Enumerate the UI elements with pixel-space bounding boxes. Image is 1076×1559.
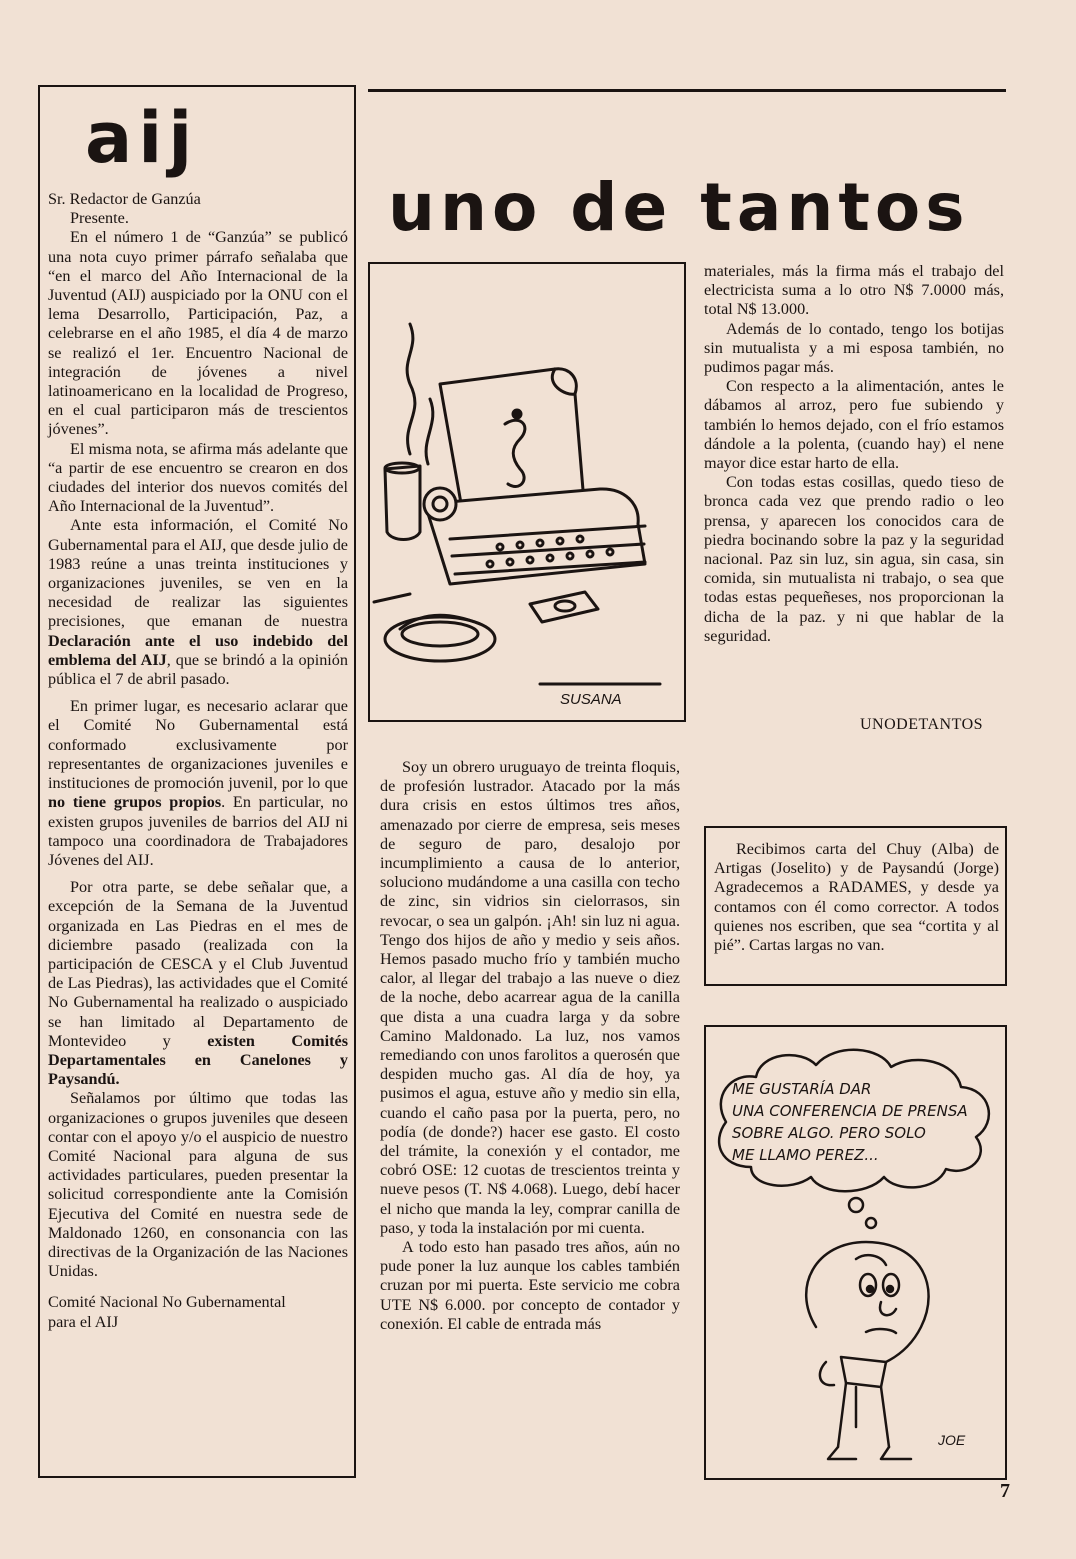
uno-signature: UNODETANTOS [860,716,984,733]
aij-p3-text-end: , que se brindó a la opinión pública el 7 de abril pasado. [48,650,348,689]
aij-paragraph-1: En el número 1 de “Ganzúa” se publicó una nota cuyo primer párrafo señalaba que “en el marco del Año Internacional de la Juventud (AIJ) auspiciado por la ONU con el lema Desarrollo, Participación, Paz, a celebrarse en el año 1985, el día 4 de marzo se realizó el 1er. Encuentro Nacional de integración de jóvenes a nivel latinoamericano en la localidad de Progreso, en el cual participaron más de trescientos jóvenes”. [48,228,348,439]
typewriter-drawing [370,264,684,720]
uno-paragraph-2: A todo esto han pasado tres años, aún no pude poner la luz aunque los cables también cruzan por mi puerta. Este servicio me cobra UTE N$ 6.000. por concepto de contador y conexión. El cable de entrada más [380,1238,680,1333]
aij-signature-2: para el AIJ [48,1312,119,1331]
cartoon-caption: ME GUSTARÍA DAR UNA CONFERENCIA DE PRENSA SOBRE ALGO. PERO SOLO ME LLAMO PEREZ... [732,1080,968,1164]
uno-paragraph-4: Además de lo contado, tengo los botijas sin mutualista y a mi esposa también, no pudimos pagar más. [704,319,1004,377]
aij-p5-bold: existen Comités Departamentales en Canelones y Paysandú. [48,1031,349,1089]
aij-p5-text: Por otra parte, se debe señalar que, a excepción de la Semana de la Juventud organizada en Las Piedras en el mes de diciembre pasado (realizada con la participación de CESCA y el Club Juventud de Las Piedras), las actividades que el Comité No Gubernamental ha realizado o auspiciado se han limitado al Departamento de Montevideo y [48,878,348,1050]
salutation: Sr. Redactor de Ganzúa [48,190,201,208]
aij-p4-text-end: . En particular, no existen grupos juveniles de barrios del AIJ ni tampoco una coordinadora de Trabajadores Jóvenes del AIJ. [48,793,348,869]
aij-paragraph-5 [48,878,348,1089]
uno-de-tantos-title: uno de tantos [388,169,970,246]
aij-letter-body [48,190,348,1332]
aij-paragraph-2: El misma nota, se afirma más adelante que “a partir de ese encuentro se crearon en dos ciudades del interior dos nuevos comités del Año Internacional de la Juventud”. [48,439,348,516]
uno-paragraph-5: Con respecto a la alimentación, antes le dábamos al arroz, pero fue subiendo y también lo hemos dejado, con el frío estamos dándole a la polenta, (cuando hay) el nene mayor dice estar harto de ella. [704,377,1004,473]
aij-p3-bold: Declaración ante el uso indebido del emblema del AIJ [48,631,348,669]
illustration-signature: SUSANA [560,691,622,708]
reader-letters-notice [714,840,999,955]
top-rule [368,89,1006,92]
aij-paragraph-3 [48,516,348,689]
uno-de-tantos-body-middle [380,758,680,1334]
uno-paragraph-1: Soy un obrero uruguayo de treinta floquis, de profesión lustrador. Atacado por la más dura crisis en estos últimos tres años, amenazado por cierre de empresa, seis meses de seguro de paro, desalojo por incumplimiento a causa de lo anterior, soluciono mudándome a una casilla con techo de zinc, sin vidrios sin cielorrasos, sin revocar, o sea un galpón. ¡Ah! sin luz ni agua. Tengo dos hijos de año y medio y seis años. Hemos pasado mucho frío y también mucho calor, al llegar del trabajo a las nueve o diez de la noche, debo acarrear agua de la canilla que dista a una cuadra larga y da sobre Camino Maldonado. La luz, nos vamos remediando con unos farolitos a querosén que despiden mucho gas. Al día de hoy, ya pusimos el agua, estuve año y medio sin ella, cuando el caño pasa por la puerta, pero, no podía (de donde?) hacer ese gasto. El costo del trámite, la conexión y el contador, me cobró OSE: 12 cuotas de trescientos treinta y nueve pesos (T. N$ 4.068). Luego, debí hacer el nicho que manda la ley, comprar canilla de paso, y toda la instalación por mi cuenta. [380,758,680,1237]
uno-paragraph-6: Con todas estas cosillas, quedo tieso de bronca cada vez que prendo radio o leo prensa, y aparecen los conocidos cara de piedra bocinando sobre la paz y la seguridad nacional. Paz sin luz, sin agua, sin casa, sin comida, sin mutualista ni trabajo, o sea que todas estas pequeñeses, nos proporcionan la dicha de la paz. y ni que hablar de la seguridad. [704,473,1004,645]
aij-paragraph-4 [48,697,348,870]
salutation-present: Presente. [70,209,129,228]
aij-p3-text: Ante esta información, el Comité No Gubernamental para el AIJ, que desde julio de 1983 reúne a unas treinta instituciones y organizaciones juveniles, se ven en la necesidad de realizar las siguientes precisiones, que emanan de nuestra [48,516,348,631]
aij-title: aij [85,97,199,179]
typewriter-illustration [368,262,686,722]
aij-p4-text: En primer lugar, es necesario aclarar que el Comité No Gubernamental está conformado exclusivamente por representantes de organizaciones juveniles e instituciones de promoción juvenil, por lo que [48,697,348,793]
aij-p4-bold: no tiene grupos propios [48,793,222,812]
cartoon-signature: JOE [938,1432,966,1448]
uno-de-tantos-body-right [704,262,1004,646]
page-number: 7 [1000,1480,1010,1502]
notice-text: Recibimos carta del Chuy (Alba) de Artigas (Joselito) y de Paysandú (Jorge) Agradecemos a RADAMES, y desde ya contamos con él como corrector. A todos quienes nos escriben, que sea “cortita y al pié”. Cartas largas no van. [714,840,999,955]
uno-paragraph-3: materiales, más la firma más el trabajo del electricista suma a lo otro N$ 7.0000 más, total N$ 13.000. [704,262,1004,319]
aij-signature-1: Comité Nacional No Gubernamental [48,1293,286,1312]
aij-paragraph-6: Señalamos por último que todas las organizaciones o grupos juveniles que deseen contar con el apoyo y/o el auspicio de nuestro Comité Nacional para alguna de sus actividades particulares, pueden presentar la solicitud correspondiente ante la Comisión Ejecutiva del Comité en nuestra sede de Maldonado 1260, en consonancia con las directivas de la Organización de las Naciones Unidas. [48,1089,348,1281]
